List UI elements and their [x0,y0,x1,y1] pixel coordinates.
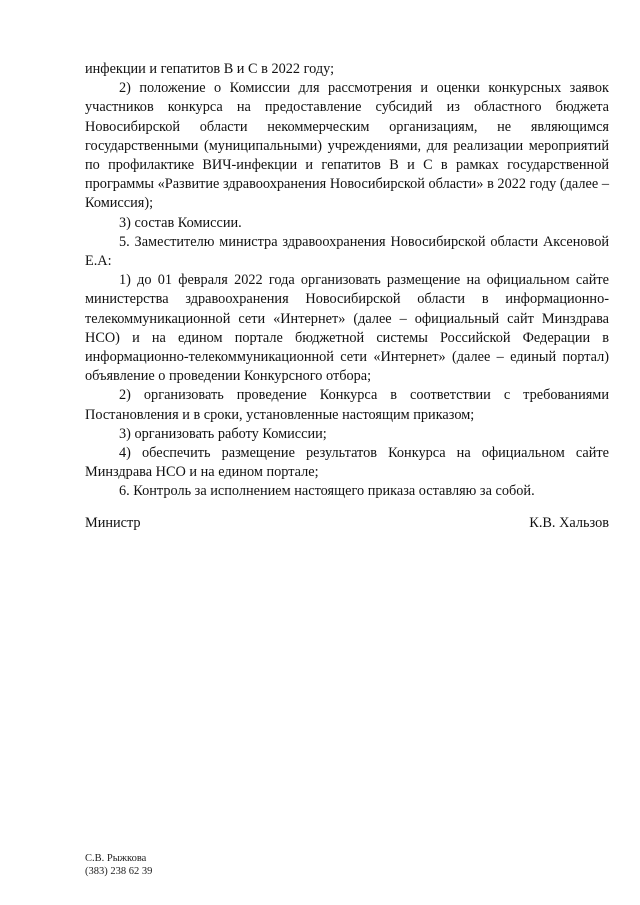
paragraph-publish-results: 4) обеспечить размещение результатов Конкурса на официальном сайте Минздрава НСО и на едином портале; [85,445,609,481]
executor-phone: (383) 238 62 39 [85,866,153,877]
paragraph-deputy-minister: 5. Заместителю министра здравоохранения Новосибирской области Аксеновой Е.А: [85,233,609,270]
executor-name: С.В. Рыжкова [85,853,147,864]
paragraph-publish-announcement: 1) до 01 февраля 2022 года организовать размещение на официальном сайте министерства здравоохранения Новосибирской области в информационно-телекоммуникационной сети «Интернет» (далее – официальный сайт Минздрава НСО) и на едином портале бюджетной системы Российской Федерации в информационно-телекоммуникационной сети «Интернет» (далее – единый портал) объявление о проведении Конкурсного отбора; [85,272,609,385]
paragraph-continuation: инфекции и гепатитов В и С в 2022 году; [85,61,335,77]
signatory-name: К.В. Хальзов [529,515,609,531]
paragraph-organize-contest: 2) организовать проведение Конкурса в соответствии с требованиями Постановления и в сроки, установленные настоящим приказом; [85,387,609,423]
executor-footer [85,852,152,878]
paragraph-control: 6. Контроль за исполнением настоящего приказа оставляю за собой. [119,483,535,500]
paragraph-organize-commission: 3) организовать работу Комиссии; [119,425,327,442]
paragraph-commission-composition: 3) состав Комиссии. [119,214,242,231]
signatory-position: Министр [85,515,141,531]
document-body [85,60,609,502]
signature-block [85,514,609,533]
paragraph-commission-regulation: 2) положение о Комиссии для рассмотрения и оценки конкурсных заявок участников конкурса на предоставление субсидий из областного бюджета Новосибирской области некоммерческим организациям, не являющимся государственными (муниципальными) учреждениями, для реализации мероприятий по профилактике ВИЧ-инфекции и гепатитов В и С в рамках государственной программы «Развитие здравоохранения Новосибирской области» в 2022 году (далее – Комиссия); [85,80,609,212]
